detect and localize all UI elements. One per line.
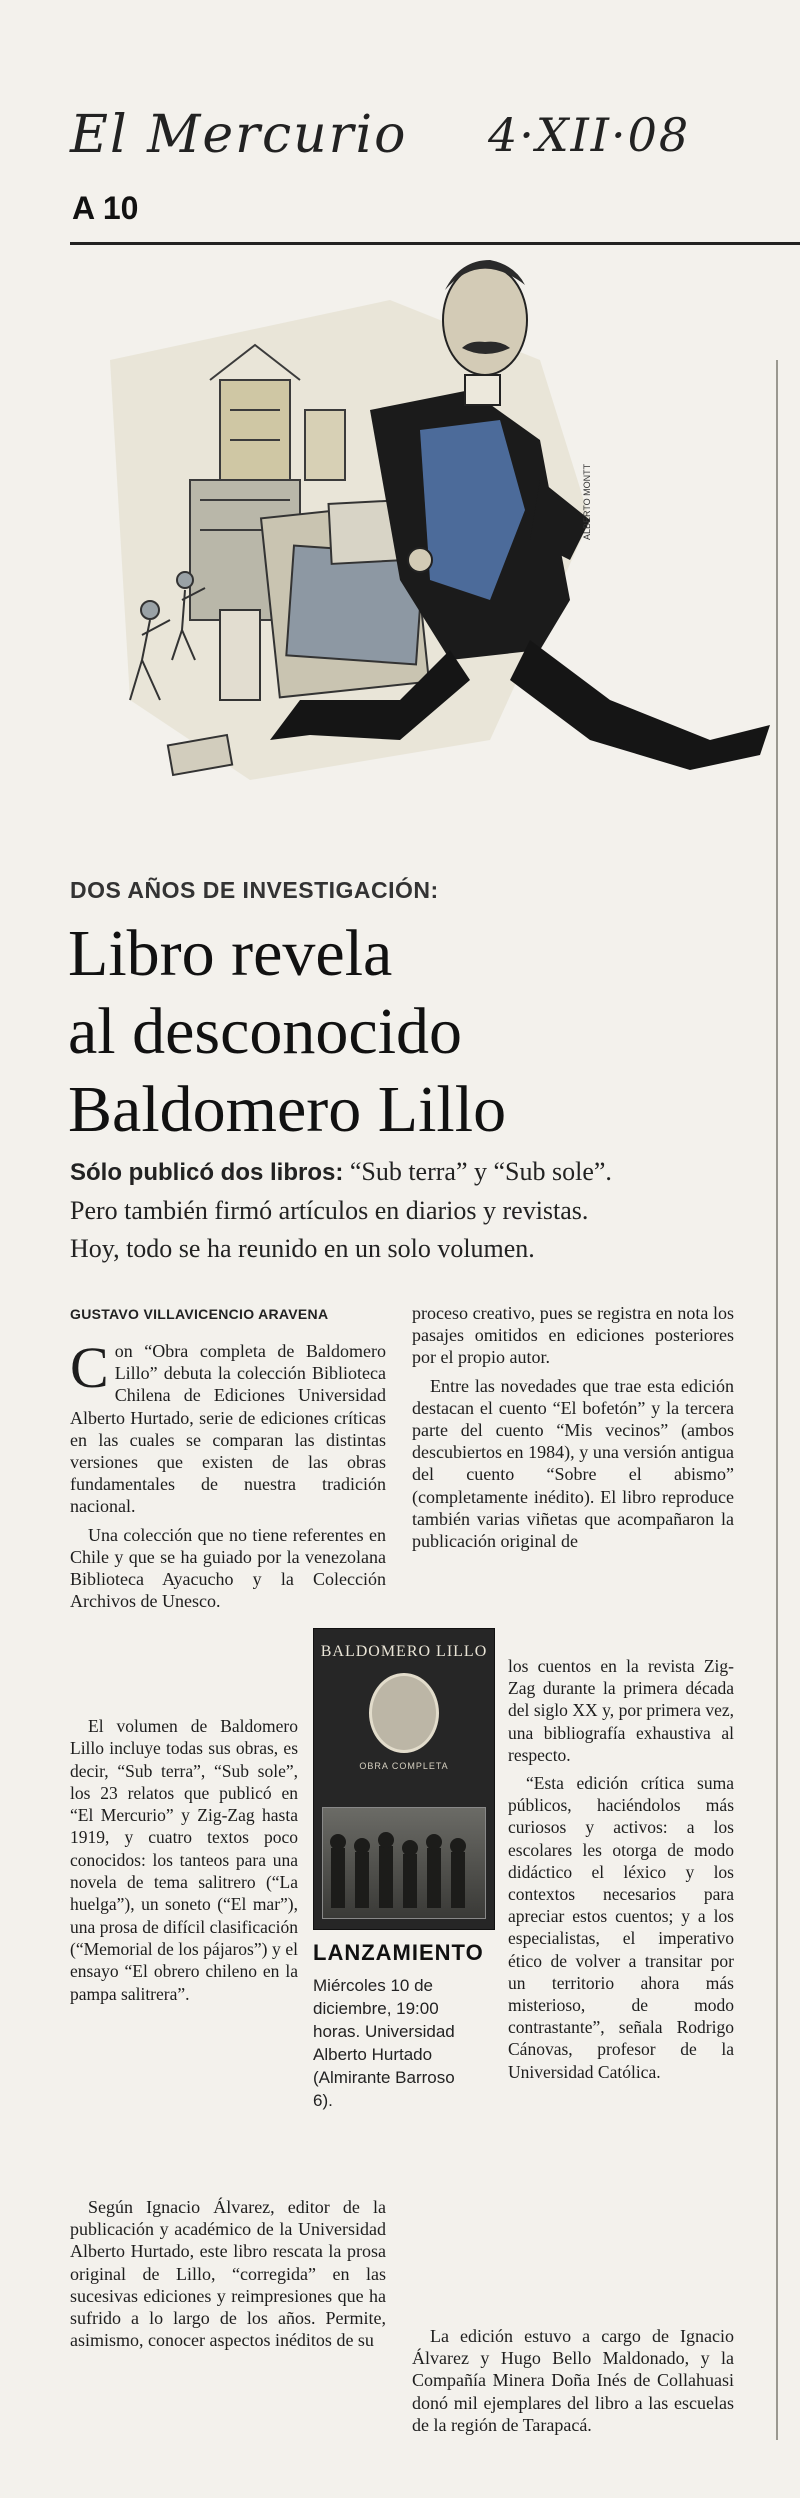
- column-1-bottom: [70, 2196, 386, 2357]
- illustration: [70, 180, 800, 840]
- headline-line-1: Libro revela: [68, 917, 393, 990]
- illustration-svg: [70, 180, 800, 840]
- headline-line-3: Baldomero Lillo: [68, 1073, 507, 1146]
- paragraph-8: “Esta edición crítica suma públicos, haciéndolos más curiosos y activos: a los escolares les otorga de modo didáctico el léxico y los contextos necesarios para apreciar estos cuentos; y a los especialistas, el imperativo ético de volver a transitar por un territorio ahora más misterioso, de modo contrastante”, señala Rodrigo Cánovas, profesor de la Universidad Católica.: [508, 1773, 734, 2082]
- book-cover-portrait: [369, 1673, 439, 1753]
- column-2-bottom: [412, 2325, 734, 2442]
- paragraph-2: Una colección que no tiene referentes en Chile y que se ha guiado por la venezolana Biblioteca Ayacucho y la Colección Archivos de Unesco.: [70, 1524, 386, 1612]
- book-cover-photo: [322, 1807, 486, 1919]
- column-2-narrow: [508, 1655, 734, 2089]
- masthead-title: El Mercurio: [70, 105, 408, 165]
- paragraph-3: El volumen de Baldomero Lillo incluye todas sus obras, es decir, “Sub terra”, “Sub sole”, los 23 relatos que publicó en “El Mercurio” y Zig-Zag hasta 1919, y cuatro textos poco conocidos: los tanteos para una novela de tema salitrero (“La huelga”), un soneto (“El mar”), una prosa de difícil clasificación (“Memorial de los pájaros”) y el ensayo “El obrero chileno en la pampa salitrera”.: [70, 1716, 298, 2004]
- launch-title: LANZAMIENTO: [313, 1940, 484, 1965]
- page-number: A 10: [72, 190, 139, 226]
- deck-line-3: Hoy, todo se ha reunido en un solo volumen.: [70, 1234, 535, 1263]
- masthead-date: 4·XII·08: [488, 108, 691, 162]
- paragraph-4: Según Ignacio Álvarez, editor de la publicación y académico de la Universidad Alberto Hurtado, este libro rescata la prosa original de Lillo, “corregida” en las sucesivas ediciones y reimpresiones que ha sufrido a lo largo de los años. Permite, asimismo, conocer aspectos inéditos de su: [70, 2197, 386, 2351]
- dropcap: C: [70, 1335, 109, 1400]
- book-cover-title: BALDOMERO LILLO: [320, 1643, 488, 1660]
- kicker: DOS AÑOS DE INVESTIGACIÓN:: [70, 877, 439, 903]
- miners-photo-svg: [323, 1808, 485, 1916]
- paragraph-6: Entre las novedades que trae esta edición destacan el cuento “El bofetón” y la tercera parte del cuento “Mis vecinos” (ambos descubiertos en 1984), y una versión antigua del cuento “Sobre el abismo” (completamente inédito). El libro reproduce también varias viñetas que acompañaron la publicación original de: [412, 1375, 734, 1552]
- column-1-narrow: [70, 1715, 298, 2011]
- deck: [70, 1153, 770, 1268]
- launch-box: [313, 1940, 493, 2112]
- book-cover: [313, 1628, 495, 1930]
- deck-lead: Sólo publicó dos libros:: [70, 1159, 344, 1186]
- column-1: [70, 1335, 386, 1618]
- paragraph-7: los cuentos en la revista Zig-Zag durante la primera década del siglo XX y, por primera vez, una bibliografía exhaustiva al respecto.: [508, 1656, 734, 1765]
- paragraph-9: La edición estuvo a cargo de Ignacio Álvarez y Hugo Bello Maldonado, y la Compañía Minera Doña Inés de Collahuasi donó mil ejemplares del libro a las escuelas de la región de Tarapacá.: [412, 2326, 734, 2435]
- book-cover-subtitle: OBRA COMPLETA: [359, 1761, 449, 1771]
- headline-line-2: al desconocido: [68, 995, 463, 1068]
- deck-line-2: Pero también firmó artículos en diarios y revistas.: [70, 1196, 589, 1225]
- launch-text: Miércoles 10 de diciembre, 19:00 horas. Universidad Alberto Hurtado (Almirante Barroso 6).: [313, 1976, 455, 2110]
- headline: [68, 915, 768, 1149]
- byline: GUSTAVO VILLAVICENCIO ARAVENA: [70, 1306, 329, 1322]
- illustration-credit: ALBERTO MONTT: [582, 463, 592, 540]
- deck-line-1-rest: “Sub terra” y “Sub sole”.: [343, 1157, 612, 1186]
- deck-line-1: [70, 1153, 770, 1192]
- paragraph-1: Con “Obra completa de Baldomero Lillo” debuta la colección Biblioteca Chilena de Ediciones Universidad Alberto Hurtado, serie de ediciones críticas en las cuales se comparan las distintas versiones que existen de las obras fundamentales de nuestra tradición nacional.: [70, 1335, 386, 1517]
- paragraph-5: proceso creativo, pues se registra en nota los pasajes omitidos en ediciones posteriores por el propio autor.: [412, 1303, 734, 1368]
- column-2: [412, 1302, 734, 1558]
